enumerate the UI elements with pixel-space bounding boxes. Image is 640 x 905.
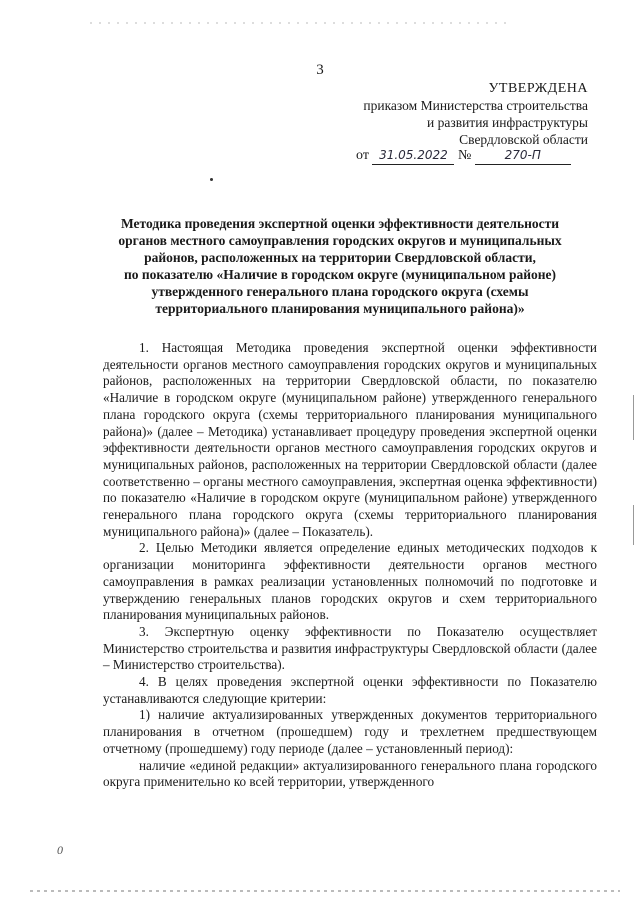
paragraph-4: 4. В целях проведения экспертной оценки эффективности по Показателю устанавливаются следующие критерии: bbox=[103, 674, 597, 706]
title-line-4: по показателю «Наличие в городском округе (муниципальном районе) bbox=[124, 267, 556, 282]
margin-mark: 0 bbox=[57, 843, 63, 857]
order-from-label: от bbox=[356, 148, 369, 163]
approval-block bbox=[288, 80, 588, 148]
paragraph-2: 2. Целью Методики является определение единых методических подходов к организации мониторинга эффективности деятельности органов местного самоуправления в рамках реализации установленных полномочий по подготовке и утверждению генеральных планов городских округов и схем территориального планирования муниципальных районов. bbox=[103, 540, 597, 623]
scan-edge-mark bbox=[633, 505, 634, 545]
paragraph-3: 3. Экспертную оценку эффективности по Показателю осуществляет Министерство строительства и развития инфраструктуры Свердловской области (далее – Министерство строительства). bbox=[103, 623, 597, 673]
approval-line-1: приказом Министерства строительства bbox=[363, 98, 588, 113]
scan-speck bbox=[210, 178, 213, 181]
scan-noise-bottom bbox=[30, 890, 620, 892]
document-title bbox=[100, 215, 580, 317]
scan-noise-top bbox=[90, 22, 510, 24]
order-reference bbox=[356, 148, 596, 165]
paragraph-1: 1. Настоящая Методика проведения экспертной оценки эффективности деятельности органов местного самоуправления городских округов и муниципальных районов, расположенных на территории Свердловской области, по показателю «Наличие в городском округе (муниципальном районе) утвержденного генерального плана городского округа (схемы территориального планирования муниципального района)» (далее – Методика) устанавливает процедуру проведения экспертной оценки эффективности деятельности органов местного самоуправления городских округов и муниципальных районов, расположенных на территории Свердловской области (далее соответственно – органы местного самоуправления, экспертная оценка эффективности) по показателю «Наличие в городском округе (муниципальном районе) утвержденного генерального плана городского округа (схемы территориального планирования муниципального района)» (далее – Показатель). bbox=[103, 340, 597, 539]
title-line-2: органов местного самоуправления городских округов и муниципальных bbox=[118, 233, 562, 248]
page-number: 3 bbox=[316, 62, 324, 78]
approval-heading: УТВЕРЖДЕНА bbox=[488, 81, 588, 96]
scan-edge-mark bbox=[633, 395, 634, 440]
title-line-3: районов, расположенных на территории Свердловской области, bbox=[144, 250, 536, 265]
order-number-label: № bbox=[457, 148, 472, 163]
title-line-5: утвержденного генерального плана городского округа (схемы bbox=[151, 284, 529, 299]
approval-line-2: и развития инфраструктуры bbox=[427, 115, 588, 130]
order-number: 270-П bbox=[504, 148, 541, 162]
document-body bbox=[103, 340, 597, 791]
paragraph-5: 1) наличие актуализированных утвержденных документов территориального планирования в отчетном (прошедшем) году и трехлетнем предшествующем отчетному (прошедшему) году периоде (далее – установленный период): bbox=[103, 707, 597, 756]
title-line-6: территориального планирования муниципального района)» bbox=[155, 301, 525, 316]
order-date: 31.05.2022 bbox=[379, 148, 448, 162]
approval-line-3: Свердловской области bbox=[459, 132, 588, 147]
paragraph-6: наличие «единой редакции» актуализированного генерального плана городского округа применительно ко всей территории, утвержденного bbox=[103, 757, 597, 790]
title-line-1: Методика проведения экспертной оценки эффективности деятельности bbox=[120, 216, 560, 231]
